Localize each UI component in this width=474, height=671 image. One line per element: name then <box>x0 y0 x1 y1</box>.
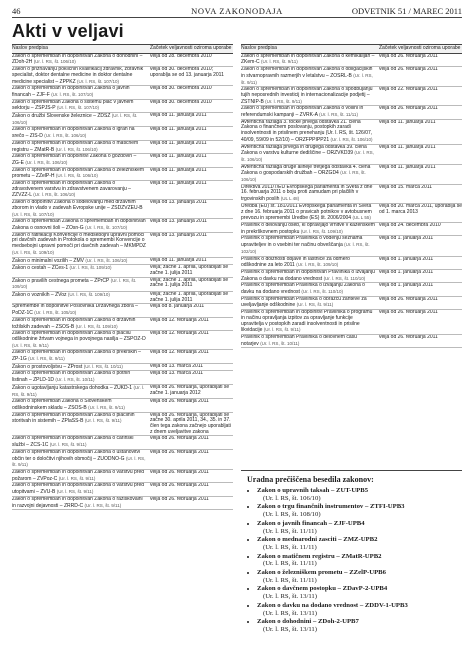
validity-date: velja od 26. februarja 2011 <box>150 399 209 405</box>
regulation-name: Zakon o spremembah in dopolnitvah Zakona o državnih tožilskih zadevah – ZSOS-B <box>12 317 136 330</box>
table-row <box>12 258 233 266</box>
regulation-title <box>12 181 150 199</box>
regulation-name: Zakon o spremembah Zakona o sistemu plač v javnem sektorju – ZSPJS-P <box>12 99 134 112</box>
gazette-reference: (Ur. l. RS, št. 106/10) <box>263 494 321 502</box>
column-header-date: Začetek veljavnosti oziroma uporabe <box>379 45 461 51</box>
regulation-name: Direktiva 2011/7/EU Evropskega parlamenta in Sveta z dne 16. februarja 2011 o boju proti zamudam pri plačilih v trgovinskih poslih <box>241 184 373 203</box>
validity-date: velja od 30. decembra 2010; uporablja se od 13. januarja 2011 <box>150 67 224 78</box>
gazette-reference: (Ur. l. RS, št. 10/11) <box>260 340 300 346</box>
table-row <box>241 165 462 185</box>
regulation-title <box>12 265 150 276</box>
journal-section-title: NOVA ZAKONODAJA <box>191 6 283 16</box>
regulation-name: Zakon o voznikih – ZVoz <box>12 292 67 299</box>
regulation-title <box>12 436 150 448</box>
regulation-title <box>12 258 150 265</box>
gazette-reference: (Ur. l. RS, št. 9/11) <box>28 356 65 362</box>
table-header <box>241 44 462 54</box>
table-row <box>241 283 462 296</box>
validity-date: velja od 26. februarja 2011 <box>150 483 209 489</box>
validity-date: velja od 13. marca 2011 <box>150 371 203 377</box>
gazette-reference: (Ur. l. RS, št. 9/11) <box>12 342 49 348</box>
gazette-reference: (Ur. l. RS, št. 11/11) <box>263 560 317 568</box>
gazette-reference: (Ur. l. RS, št. 106/10) <box>330 136 373 142</box>
regulation-title <box>12 141 150 153</box>
regulation-name: Pravilnik o dolžnosti objave in lastnice za odmero odškodnine za leto 2011 <box>241 256 350 269</box>
consolidated-law-name: Zakon o trgu finančnih instrumentov – ZTFI-UPB3 <box>257 503 405 511</box>
gazette-reference: (Ur. l. RS, št. 107/10) <box>51 91 94 97</box>
table-row <box>241 335 462 348</box>
regulation-name: Zakon o ugotavljanju katastrskega dohodka – ZUKD-1 <box>12 384 133 391</box>
validity-date: velja od 13. januarja 2011 <box>150 200 207 206</box>
regulation-name: Zakon o spremembah in dopolnitvah Zakona o kemikalijah – ZKem-C <box>241 53 375 66</box>
gazette-reference: (Ur. l. RS, št. 9/11) <box>58 475 96 481</box>
gazette-reference: (Ur. l. RS, št. 109/10) <box>12 249 55 255</box>
gazette-reference: (Ur. l. RS, št. 10/11) <box>55 377 95 383</box>
regulation-title <box>241 236 379 255</box>
regulation-title <box>12 497 150 509</box>
gazette-reference: (Ur. l. RS, št. 11/11) <box>263 527 317 535</box>
table-row <box>241 120 462 145</box>
table-row <box>12 141 233 154</box>
gazette-reference: (Ur. l. RS, št. 106/10) <box>25 159 68 165</box>
regulation-title <box>12 450 150 469</box>
table-header <box>12 44 233 54</box>
gazette-reference: (Ur. l. RS, št. 107/10) <box>12 211 55 217</box>
regulation-name: Zakon o prostovoljstvu – ZProst <box>12 363 83 370</box>
regulation-title <box>12 54 150 66</box>
table-row <box>12 470 233 483</box>
table-row <box>241 297 462 310</box>
validity-date: velja od 30. decembra 2010 <box>150 86 212 92</box>
validity-date: velja od 11. januarja 2011 <box>150 113 207 119</box>
regulation-title <box>12 168 150 180</box>
regulation-title <box>12 318 150 330</box>
gazette-reference: (Ur. l. RS, št. 11/11) <box>319 112 358 118</box>
table-row <box>12 67 233 86</box>
gazette-reference: (Ur. l. RS, št. 9/11) <box>88 404 125 410</box>
validity-date: velja od 22. februarja 2011 <box>379 87 438 93</box>
list-item <box>257 585 458 600</box>
validity-date: velja od 11. januarja 2011 <box>150 140 207 146</box>
column-header-name: Naslov predpisa <box>12 45 48 51</box>
regulation-title <box>12 154 150 166</box>
table-row <box>12 364 233 372</box>
validity-date: velja od 26. februarja 2011 <box>379 296 438 302</box>
validity-date: velja od 26. februarja 2011 <box>150 496 209 502</box>
consolidated-title: Uradna prečiščena besedila zakonov: <box>247 475 374 484</box>
gazette-reference: (Ur. l. RS, št. 11/11) <box>263 543 317 551</box>
regulation-name: Zakon o spremembah in dopolnitvah Zakona o raziskovalni in razvojni dejavnosti – ZRRD-C <box>12 496 143 509</box>
gazette-reference: (Ur. l. RS, št. 107/10) <box>77 78 120 84</box>
regulation-title <box>12 350 150 362</box>
validity-date: velja od 28. decembra 2010 <box>150 53 212 59</box>
regulation-name: Zakon o dopolnitvi Zakona o sodelovanju med državnim zborom in vlado v zadevah Evropske unije – ZSDZVZEU-B <box>12 200 143 211</box>
regulation-title <box>241 54 379 66</box>
regulation-name: Pravilnik o spremembah Pravilnika o obrazcu zahteve za uveljavljanje odškodnine <box>241 296 367 309</box>
gazette-reference: (Ur. l. RS, št. 9/11) <box>84 502 122 508</box>
left-table <box>12 44 233 664</box>
table-row <box>12 127 233 140</box>
gazette-reference: (Ur. l. RS, št. 106/10) <box>55 173 98 179</box>
regulation-name: Zakon o spremembah in dopolnitvah Zakona o potnih listinah – ZPLD-1D <box>12 371 131 384</box>
gazette-reference: (Ur. l. RS, št. 110/10) <box>301 289 344 295</box>
gazette-reference: (Ur. l. RS, št. 9/11) <box>12 455 146 468</box>
regulation-title <box>12 399 150 411</box>
gazette-reference: (Ur. l. RS, št. 109/10) <box>300 228 343 234</box>
regulation-title <box>241 335 379 347</box>
table-row <box>241 185 462 204</box>
validity-date: velja od 8. januarja 2011 <box>150 304 205 310</box>
table-row <box>12 450 233 470</box>
regulation-name: Zakon o spremembah in dopolnitvah Zakona o zdravstvenem varstvu in zdravstvenem zavarovanju – ZZVZZ-L <box>12 181 131 199</box>
validity-date: velja od 26. februarja 2011 <box>379 310 438 316</box>
regulation-title <box>12 304 150 316</box>
gazette-reference: (Ur. l. RS, št. 9/11) <box>12 384 145 397</box>
gazette-reference: (Ur. l. RS, št. 107/10) <box>56 105 99 111</box>
table-row <box>12 318 233 331</box>
validity-date: velja od 26. februarja 2011 <box>379 67 438 73</box>
gazette-reference: (Ur. l. RS, št. 106/10) <box>44 133 87 139</box>
gazette-reference: (Ur. l. RS, št. 106/10) <box>33 192 76 198</box>
regulation-title <box>12 86 150 98</box>
gazette-reference: (Ur. l. RS, št. 106/10) <box>12 113 138 125</box>
validity-date: velja od 11. januarja 2011 <box>379 119 436 125</box>
gazette-reference: (Ur. l. RS, št. 13/11) <box>263 593 317 601</box>
validity-date: velja; začne 1. aprila, uporabljati se začne 1. julija 2011 <box>150 277 229 289</box>
regulation-title <box>241 297 379 309</box>
validity-date: velja od 11. januarja 2011 <box>379 164 436 170</box>
table-row <box>12 385 233 399</box>
list-item <box>257 553 458 568</box>
table-row <box>12 483 233 496</box>
consolidated-law-name: Zakon o mednarodni zasciti – ZMZ-UPB2 <box>257 536 378 544</box>
consolidated-law-name: Zakon o davčnem postopku – ZDavP-2-UPB4 <box>257 585 388 593</box>
regulation-title <box>241 106 379 118</box>
regulation-title <box>241 67 379 86</box>
running-header <box>12 6 462 18</box>
regulation-name: Zakon o spremembah in dopolnitvi Zakona o gozdovih – ZG-E <box>12 154 137 166</box>
consolidated-list <box>245 487 458 634</box>
validity-date: velja od 26. februarja 2011 <box>150 470 209 475</box>
regulation-title <box>12 483 150 495</box>
table-row <box>241 67 462 87</box>
gazette-reference: (Ur. l. RS, št. 109/10) <box>296 262 339 268</box>
consolidated-law-name: Zakon o davku na dodano vrednost – ZDDV-1-UPB3 <box>257 601 408 609</box>
list-item <box>257 569 458 584</box>
table-row <box>12 154 233 167</box>
validity-date: velja od 11. januarja 2011 <box>150 257 207 263</box>
table-row <box>241 87 462 106</box>
validity-date: velja od 20. marca 2011, uporablja se od 1. marca 2013 <box>379 203 462 215</box>
gazette-reference: (Ur. l. RS, št. 13/11) <box>263 609 317 617</box>
table-row <box>241 236 462 256</box>
gazette-reference: (Ur. l. RS, št. 106/10) <box>241 150 374 162</box>
consolidated-law-name: Zakon o železniškem prometu – ZZelP-UPB6 <box>257 569 386 577</box>
gazette-reference: (Ur. l. RS, št. 109/10) <box>12 277 137 290</box>
regulation-name: Zakon o priznavanju poklicnih kvalifikacij zdravnik, zdravnik specialist, doktor dentalne medicine in doktor dentalne medicine specialist – ZPPKZ <box>12 67 144 85</box>
regulation-name: Zakon o spremembah in dopolnitvah Zakona o plačilu odškodnine žrtvam vojnega in povojnega nasilja – ZSPOZ-D <box>12 331 146 342</box>
validity-date: velja od 1. januarja 2011 <box>379 236 434 242</box>
regulation-name: Zakon o spremembah Zakona o Slovenskem odškodninskem skladu – ZSOS-B <box>12 399 112 411</box>
regulation-title <box>12 219 150 231</box>
validity-date: velja od 26. februarja, uporabljati se začne 30. aprila 2011, 34., 35. in 37. člen tega zakona začnejo uporabljati z dnem uveljavitve zakona <box>150 412 231 435</box>
table-row <box>12 219 233 232</box>
regulation-name: Zakon o spremembah in dopolnitvah Zakona o spodbujanju tujih neposrednih investicij in internacionalizacije podjetij – ZSTNIP-B <box>241 87 373 105</box>
regulation-name: Zakon o spremembah Zakona o spremembah in dopolnitvah Zakona o osnovni šoli – ZOsn-G <box>12 219 146 231</box>
regulation-title <box>12 100 150 112</box>
gazette-reference: (Ur. l. RS, št. 102/10) <box>241 242 370 254</box>
list-item <box>257 503 458 518</box>
validity-date: velja od 1. januarja 2011 <box>379 269 434 275</box>
gazette-reference: (Ur. l. RS, št. 9/11) <box>56 489 94 495</box>
gazette-reference: (Ur. l. RS, št. 9/11) <box>241 72 373 85</box>
list-item <box>257 487 458 502</box>
validity-date: velja od 13. marca 2011 <box>150 363 203 369</box>
list-item <box>257 520 458 535</box>
regulation-title <box>12 364 150 371</box>
regulation-name: Avtentična razlaga 3. točke prvega odstavka 21. člena Zakona o finančnem poslovanju, postopkih zaradi insolventnosti in prisilnem prenehanju (Ur. l. RS, št. 126/07, 40/09, 59/09 in 52/10) – ORZFPPIPP21 <box>241 119 373 143</box>
regulation-title <box>12 200 150 218</box>
list-item <box>257 618 458 633</box>
regulation-title <box>241 165 379 184</box>
gazette-reference: (Ur. l. RS, št. 9/11) <box>296 302 334 308</box>
validity-date: velja od 1. januarja 2011 <box>379 256 434 262</box>
gazette-reference: (Ur. l. RS, št. 106/10) <box>241 170 366 183</box>
validity-date: velja od 30. decembra 2010 <box>150 99 212 105</box>
validity-date: velja od 13. januarja 2011 <box>150 232 207 238</box>
regulation-name: Pravilnik o spremembah in dopolnitvah Pravilnika o izvajanju Zakona o davku na dodano vrednost <box>241 269 375 282</box>
consolidated-law-name: Zakon o upravnih taksah – ZUT-UPB5 <box>257 487 369 494</box>
table-row <box>241 223 462 236</box>
table-row <box>241 106 462 119</box>
table-row <box>12 331 233 350</box>
table-row <box>241 54 462 67</box>
gazette-reference: (Ur. l. RS, št. 11/11) <box>263 576 317 584</box>
regulation-title <box>12 470 150 482</box>
regulation-name: Pravilnik o spremembah Pravilnika o vodenju seznama upraviteljev in o vsebini ter načinu obveščanja <box>241 236 363 249</box>
regulation-title <box>241 270 379 282</box>
consolidated-law-name: Zakon o matičnem registru – ZMatR-UPB2 <box>257 552 382 560</box>
validity-date: velja; začne 1. aprila, uporabljati se začne 1. julija 2011 <box>150 292 229 303</box>
regulation-name: Zakon o ratifikaciji Konvencije o medsebojni upravni pomoči pri davčnih zadevah in Protokola o spremembi Konvencije o medsebojni upravni pomoči pri davčnih zadevah – MKMPDZ <box>12 232 146 250</box>
regulation-title <box>241 283 379 295</box>
gazette-reference: (Ur. l. RS, št. 106/10) <box>55 146 98 152</box>
table-row <box>12 350 233 363</box>
table-row <box>241 204 462 223</box>
gazette-reference: (Ur. l. RS, št. 9/11) <box>84 418 122 424</box>
regulation-name: Uredba (EU) št. 181/2011 Evropskega parlamenta in Sveta z dne 16. februarja 2011 o pravicah potnikov v avtobusnem prevozu in spremembi Uredbe (ES) št. 2006/2004 <box>241 203 372 222</box>
regulation-name: Zakon o spremembah in dopolnitvah Zakona o varstvu pred utopitvami – ZVU-B <box>12 483 145 496</box>
table-row <box>12 86 233 99</box>
regulation-title <box>12 292 150 303</box>
table-row <box>241 270 462 283</box>
table-row <box>12 371 233 384</box>
regulation-name: Avtentična razlaga druge alineje tretjega odstavka 4. člena Zakona o gospodarskih družbah – ORZGD4 <box>241 164 371 177</box>
regulation-name: Pravilnik o spremembah Pravilnika o delovnem času notarjev <box>241 334 357 347</box>
regulation-name: Zakon o spremembah in dopolnitvah Zakona o prekrških – ZP-1G <box>12 350 141 363</box>
regulation-title <box>12 278 150 291</box>
regulation-title <box>241 310 379 334</box>
validity-date: velja od 11. januarja 2011 <box>150 181 207 187</box>
gazette-reference: (UL L 48) <box>280 196 300 202</box>
gazette-reference: (Ur. l. RS, št. 106/10) <box>33 59 76 65</box>
gazette-reference: (Ur. l. RS, št. 10/11) <box>83 363 123 369</box>
validity-date: velja od 11. januarja 2011 <box>150 167 207 173</box>
regulation-title <box>12 385 150 398</box>
validity-date: velja od 11. januarja 2011 <box>150 154 207 160</box>
regulation-title <box>241 185 379 203</box>
regulation-name: Spremembe in dopolnitve Poslovnika Državnega zbora – PoDZ-1C <box>12 304 138 317</box>
table-row <box>12 304 233 317</box>
table-row <box>12 181 233 200</box>
regulation-name: Zakon o spremembah in dopolnitvah Zakona o obligacijskih in stvarnopravnih razmerjih v letalstvu – ZOSRL-B <box>241 67 373 79</box>
regulation-name: Pravilnik o spremembah Pravilnika o izvajanju Zakona o davku na dodano vrednost <box>241 283 365 296</box>
gazette-reference: (Ur. l. RS, št. 110/10) <box>323 275 366 281</box>
validity-date: velja od 26. februarja 2011 <box>150 449 209 455</box>
validity-date: velja od 26. februarja 2011 <box>379 334 438 340</box>
column-header-date: Začetek veljavnosti oziroma uporabe <box>150 45 232 51</box>
regulation-name: Zakon o spremembah in dopolnitvah Zakona o javnih financah – ZJF-F <box>12 86 130 98</box>
table-row <box>12 233 233 258</box>
table-row <box>12 100 233 113</box>
table-row <box>241 310 462 335</box>
validity-date: velja od 26. februarja 2011 <box>150 436 209 442</box>
regulation-name: Zakon o spremembah in dopolnitvah Zakona o dohodnini – ZDoh-2H <box>12 53 143 66</box>
validity-date: velja od 11. januarja 2011 <box>150 127 207 133</box>
regulation-title <box>241 120 379 144</box>
gazette-reference: (UL L 55) <box>352 215 371 221</box>
table-row <box>12 292 233 304</box>
gazette-reference: (Ur. l. RS, št. 9/11) <box>261 59 298 65</box>
gazette-reference: (Ur. l. RS, št. 109/10) <box>67 292 110 298</box>
list-item <box>257 536 458 551</box>
column-header-name: Naslov predpisa <box>241 45 277 51</box>
gazette-reference: (Ur. l. RS, št. 108/10) <box>263 511 321 519</box>
validity-date: velja; začne 1. aprila, uporabljati se začne 1. julija 2011 <box>150 265 229 276</box>
table-row <box>12 436 233 449</box>
page-title: Akti v veljavi <box>12 21 124 41</box>
gazette-reference: (Ur. l. RS, št. 107/10) <box>85 224 128 230</box>
validity-date: velja od 12. februarja 2011 <box>150 331 209 337</box>
regulation-name: Zakon o spremembah in dopolnitvah Zakona o ustanovitvi občin ter o določitvi njihovih območij – ZUODNO-G <box>12 449 141 462</box>
table-row <box>12 413 233 437</box>
page-number: 46 <box>12 6 21 16</box>
regulation-title <box>12 413 150 436</box>
regulation-name: Zakon o minimalni vozilih – ZMV <box>12 257 84 264</box>
regulation-name: Zakon o pravilih cestnega prometa – ZPrCP <box>12 277 110 284</box>
gazette-reference: (Ur. l. RS, št. 13/11) <box>263 625 317 633</box>
table-row <box>241 145 462 165</box>
regulation-name: Zakon o spremembah in dopolnitvah Zakona o volilni in referendumski kampanji – ZVRK-A <box>241 106 364 119</box>
table-row <box>241 257 462 270</box>
table-row <box>12 200 233 219</box>
regulation-name: Zakon o spremembah in dopolnitvah Zakona o plačilnih storitvah in sistemih – ZPlaSS-B <box>12 412 135 425</box>
regulation-title <box>12 371 150 383</box>
table-row <box>12 265 233 277</box>
table-row <box>12 168 233 181</box>
consolidated-texts-box <box>241 470 462 662</box>
consolidated-law-name: Zakon o dohodnini – ZDoh-2-UPB7 <box>257 618 359 626</box>
table-row <box>12 278 233 292</box>
gazette-reference: (Ur. l. RS, št. 109/10) <box>75 323 118 329</box>
regulation-name: Zakon o družbi Slovenske železnice – ZDSŽ <box>12 113 111 120</box>
table-row <box>12 113 233 127</box>
right-rows <box>241 54 462 349</box>
table-row <box>12 497 233 510</box>
validity-date: velja od 12. februarja 2011 <box>150 317 209 323</box>
regulation-name: Pravilnik o spremembah in dopolnitvi Pravilnika o programu in načinu opravljanja izpitov za opravljanje funkcije upravitelja v postopkih zaradi insolventnosti in prisilne likvidacije <box>241 310 373 334</box>
regulation-title <box>12 67 150 85</box>
regulation-title <box>12 331 150 349</box>
regulation-title <box>12 113 150 126</box>
regulation-title <box>241 145 379 164</box>
validity-date: velja od 24. decembra 2010 <box>379 222 441 228</box>
consolidated-law-name: Zakon o javnih financah – ZJF-UPB4 <box>257 519 365 527</box>
regulation-title <box>241 87 379 105</box>
gazette-reference: (Ur. l. RS, št. 9/11) <box>263 327 301 333</box>
regulation-name: Zakon o spremembah in dopolnitvah Zakona o carinski službi – ZCS-1C <box>12 436 134 449</box>
validity-date: velja od 1. januarja 2011 <box>379 283 434 289</box>
list-item <box>257 602 458 617</box>
gazette-reference: (Ur. l. RS, št. 109/10) <box>69 265 112 271</box>
gazette-reference: (Ur. l. RS, št. 106/10) <box>85 257 128 263</box>
left-rows <box>12 54 233 511</box>
issue-label: ODVETNIK 51 / MAREC 2011 <box>351 6 462 16</box>
regulation-name: Zakon o cestah – ZCes-1 <box>12 265 69 272</box>
regulation-name: Pravilnik o delovanju oseb, ki opravljajo vrnitve v kazenskem in prekrškovnem postopku <box>241 222 375 235</box>
regulation-name: Zakon o spremembah in dopolnitvah Zakona o matičnem registru – ZMatR-B <box>12 140 139 153</box>
validity-date: velja od 11. januarja 2011 <box>379 144 436 150</box>
regulation-name: Avtentična razlaga prvega in drugega odstavka 39. člena Zakona o varstvu kulturne dediščine – ORZVKD39 <box>241 144 367 157</box>
gazette-reference: (Ur. l. RS, št. 9/11) <box>49 442 87 448</box>
gazette-reference: (Ur. l. RS, št. 9/11) <box>265 98 302 104</box>
validity-date: velja od 26. februarja, uporabljati se začne 1. januarja 2012 <box>150 384 230 396</box>
validity-date: velja od 15. marca 2011 <box>379 184 432 190</box>
table-row <box>12 54 233 67</box>
regulation-name: Zakon o spremembah in dopolnitvah Zakona o varstvu pred požarom – ZVPoz-C <box>12 470 145 482</box>
regulation-title <box>241 257 379 269</box>
table-row <box>12 399 233 412</box>
regulation-title <box>12 233 150 257</box>
validity-date: velja od 26. februarja 2011 <box>379 53 438 59</box>
gazette-reference: (Ur. l. RS, št. 105/10) <box>34 310 77 316</box>
validity-date: velja od 12. februarja 2011 <box>150 350 209 356</box>
validity-date: velja od 26. februarja 2011 <box>379 106 438 112</box>
regulation-name: Zakon o spremembah in dopolnitvah Zakona o železniškem prometu – ZZelP-H <box>12 167 145 180</box>
validity-date: velja od 13. januarja 2011 <box>150 219 207 225</box>
regulation-title <box>241 223 379 235</box>
regulation-title <box>241 204 379 222</box>
regulation-title <box>12 127 150 139</box>
regulation-name: Zakon o spremembah in dopolnitvah Zakona o igrah na srečo – ZIS-D <box>12 127 135 140</box>
